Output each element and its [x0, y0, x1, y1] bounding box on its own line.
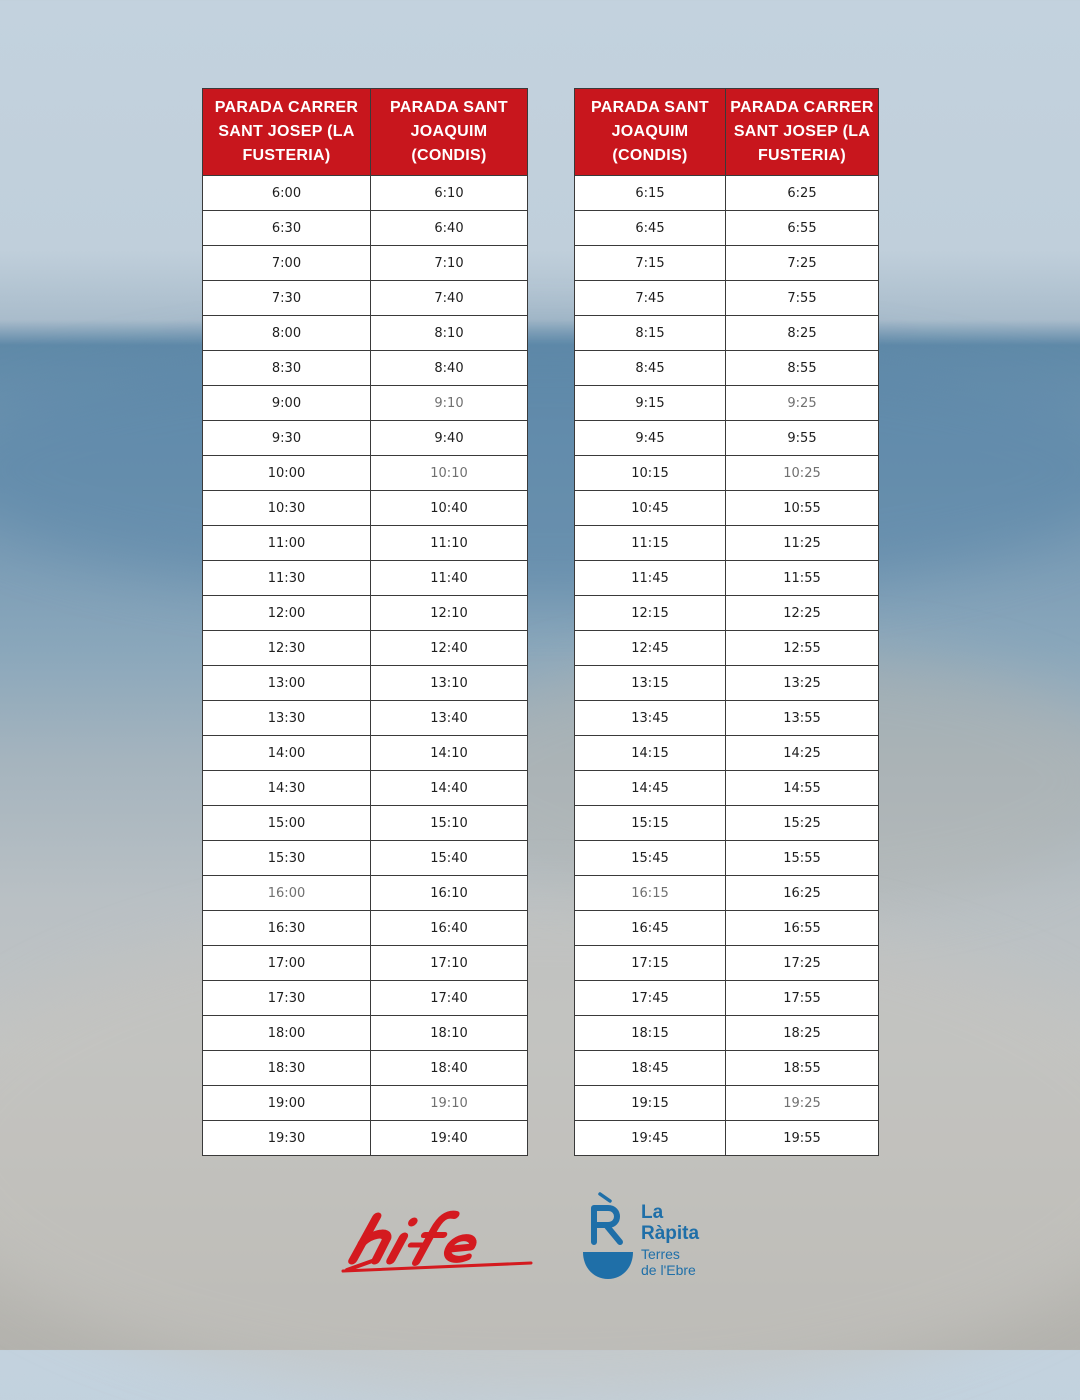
time-cell: 13:55	[726, 701, 879, 736]
time-cell: 12:55	[726, 631, 879, 666]
time-cell: 15:10	[371, 806, 528, 841]
table-row	[203, 491, 528, 526]
table-row	[203, 701, 528, 736]
time-cell: 17:10	[371, 946, 528, 981]
time-cell: 10:25	[726, 456, 879, 491]
time-cell: 15:45	[575, 841, 726, 876]
time-cell: 11:15	[575, 526, 726, 561]
table-row	[203, 421, 528, 456]
time-cell: 9:10	[371, 386, 528, 421]
time-cell: 18:10	[371, 1016, 528, 1051]
time-cell: 14:15	[575, 736, 726, 771]
time-cell: 11:30	[203, 561, 371, 596]
time-cell: 18:30	[203, 1051, 371, 1086]
table-row	[575, 666, 879, 701]
time-cell: 8:00	[203, 316, 371, 351]
time-cell: 17:25	[726, 946, 879, 981]
table-row	[203, 561, 528, 596]
time-cell: 16:55	[726, 911, 879, 946]
table-row	[575, 211, 879, 246]
table-row	[203, 631, 528, 666]
time-cell: 10:55	[726, 491, 879, 526]
time-cell: 10:00	[203, 456, 371, 491]
table-row	[203, 946, 528, 981]
time-cell: 8:40	[371, 351, 528, 386]
table-row	[203, 386, 528, 421]
time-cell: 13:45	[575, 701, 726, 736]
table-row	[575, 526, 879, 561]
time-cell: 17:40	[371, 981, 528, 1016]
time-cell: 6:00	[203, 176, 371, 211]
table-header-row	[575, 89, 879, 176]
table-row	[203, 771, 528, 806]
time-cell: 16:00	[203, 876, 371, 911]
rapita-logo-line4: de l'Ebre	[641, 1262, 696, 1278]
time-cell: 7:10	[371, 246, 528, 281]
time-cell: 19:45	[575, 1121, 726, 1156]
time-cell: 13:30	[203, 701, 371, 736]
time-cell: 17:30	[203, 981, 371, 1016]
time-cell: 16:30	[203, 911, 371, 946]
time-cell: 9:40	[371, 421, 528, 456]
time-cell: 14:00	[203, 736, 371, 771]
table-row	[575, 246, 879, 281]
hife-logo	[335, 1205, 535, 1285]
time-cell: 17:45	[575, 981, 726, 1016]
time-cell: 17:00	[203, 946, 371, 981]
time-cell: 6:55	[726, 211, 879, 246]
time-cell: 14:10	[371, 736, 528, 771]
table-row	[575, 176, 879, 211]
table-row	[575, 946, 879, 981]
time-cell: 12:00	[203, 596, 371, 631]
table-row	[203, 841, 528, 876]
table-row	[203, 1051, 528, 1086]
table-row	[203, 736, 528, 771]
time-cell: 14:25	[726, 736, 879, 771]
time-cell: 8:55	[726, 351, 879, 386]
time-cell: 14:30	[203, 771, 371, 806]
table-row	[575, 561, 879, 596]
time-cell: 12:10	[371, 596, 528, 631]
table-row	[203, 281, 528, 316]
time-cell: 12:45	[575, 631, 726, 666]
time-cell: 18:15	[575, 1016, 726, 1051]
time-cell: 18:55	[726, 1051, 879, 1086]
time-cell: 12:40	[371, 631, 528, 666]
time-cell: 7:25	[726, 246, 879, 281]
time-cell: 7:55	[726, 281, 879, 316]
time-cell: 16:40	[371, 911, 528, 946]
time-cell: 10:30	[203, 491, 371, 526]
time-cell: 12:15	[575, 596, 726, 631]
table-row	[575, 421, 879, 456]
time-cell: 16:10	[371, 876, 528, 911]
table-row	[203, 526, 528, 561]
time-cell: 8:45	[575, 351, 726, 386]
time-cell: 11:40	[371, 561, 528, 596]
time-cell: 6:30	[203, 211, 371, 246]
table-row	[575, 281, 879, 316]
time-cell: 9:30	[203, 421, 371, 456]
time-cell: 12:30	[203, 631, 371, 666]
time-cell: 19:15	[575, 1086, 726, 1121]
time-cell: 12:25	[726, 596, 879, 631]
time-cell: 17:15	[575, 946, 726, 981]
time-cell: 13:10	[371, 666, 528, 701]
time-cell: 13:25	[726, 666, 879, 701]
table-row	[203, 1086, 528, 1121]
time-cell: 19:30	[203, 1121, 371, 1156]
time-cell: 18:40	[371, 1051, 528, 1086]
time-cell: 6:45	[575, 211, 726, 246]
time-cell: 19:25	[726, 1086, 879, 1121]
time-cell: 18:25	[726, 1016, 879, 1051]
table-row	[203, 876, 528, 911]
time-cell: 9:25	[726, 386, 879, 421]
table-row	[203, 176, 528, 211]
time-cell: 10:15	[575, 456, 726, 491]
time-cell: 9:00	[203, 386, 371, 421]
table-row	[575, 806, 879, 841]
table-row	[203, 351, 528, 386]
la-rapita-logo	[580, 1192, 740, 1287]
time-cell: 10:45	[575, 491, 726, 526]
timetable-left	[202, 88, 528, 1156]
time-cell: 8:15	[575, 316, 726, 351]
time-cell: 14:40	[371, 771, 528, 806]
time-cell: 13:40	[371, 701, 528, 736]
table-row	[203, 911, 528, 946]
time-cell: 9:45	[575, 421, 726, 456]
column-header: PARADA CARRER SANT JOSEP (LA FUSTERIA)	[203, 89, 371, 176]
time-cell: 10:10	[371, 456, 528, 491]
rapita-logo-line1: La	[641, 1202, 664, 1223]
table-row	[575, 1121, 879, 1156]
table-row	[575, 491, 879, 526]
table-row	[575, 631, 879, 666]
time-cell: 14:45	[575, 771, 726, 806]
column-header: PARADA SANT JOAQUIM (CONDIS)	[575, 89, 726, 176]
table-row	[203, 1121, 528, 1156]
table-row	[203, 666, 528, 701]
time-cell: 9:55	[726, 421, 879, 456]
time-cell: 19:10	[371, 1086, 528, 1121]
time-cell: 13:00	[203, 666, 371, 701]
time-cell: 15:25	[726, 806, 879, 841]
time-cell: 7:00	[203, 246, 371, 281]
timetable-right	[574, 88, 879, 1156]
table-row	[575, 316, 879, 351]
time-cell: 14:55	[726, 771, 879, 806]
table-row	[575, 911, 879, 946]
column-header: PARADA CARRER SANT JOSEP (LA FUSTERIA)	[726, 89, 879, 176]
table-row	[575, 351, 879, 386]
time-cell: 16:15	[575, 876, 726, 911]
table-row	[203, 596, 528, 631]
time-cell: 7:40	[371, 281, 528, 316]
time-cell: 6:25	[726, 176, 879, 211]
table-row	[575, 456, 879, 491]
table-row	[575, 841, 879, 876]
table-row	[203, 1016, 528, 1051]
time-cell: 11:00	[203, 526, 371, 561]
table-row	[575, 701, 879, 736]
time-cell: 7:30	[203, 281, 371, 316]
time-cell: 9:15	[575, 386, 726, 421]
time-cell: 8:10	[371, 316, 528, 351]
time-cell: 17:55	[726, 981, 879, 1016]
table-header-row	[203, 89, 528, 176]
time-cell: 19:40	[371, 1121, 528, 1156]
time-cell: 6:10	[371, 176, 528, 211]
table-row	[575, 771, 879, 806]
time-cell: 15:40	[371, 841, 528, 876]
time-cell: 18:45	[575, 1051, 726, 1086]
rapita-logo-line3: Terres	[641, 1246, 680, 1262]
time-cell: 6:40	[371, 211, 528, 246]
table-row	[203, 806, 528, 841]
time-cell: 13:15	[575, 666, 726, 701]
background-sea-haze	[0, 340, 1080, 600]
time-cell: 16:25	[726, 876, 879, 911]
time-cell: 11:10	[371, 526, 528, 561]
time-cell: 7:45	[575, 281, 726, 316]
table-row	[575, 596, 879, 631]
table-row	[203, 316, 528, 351]
time-cell: 16:45	[575, 911, 726, 946]
time-cell: 8:30	[203, 351, 371, 386]
table-row	[575, 736, 879, 771]
table-row	[203, 246, 528, 281]
time-cell: 10:40	[371, 491, 528, 526]
table-row	[575, 386, 879, 421]
time-cell: 15:00	[203, 806, 371, 841]
background-city	[0, 900, 1080, 1400]
table-row	[203, 981, 528, 1016]
time-cell: 6:15	[575, 176, 726, 211]
rapita-logo-line2: Ràpita	[641, 1223, 700, 1244]
time-cell: 11:25	[726, 526, 879, 561]
column-header: PARADA SANT JOAQUIM (CONDIS)	[371, 89, 528, 176]
table-row	[203, 456, 528, 491]
time-cell: 19:00	[203, 1086, 371, 1121]
time-cell: 19:55	[726, 1121, 879, 1156]
table-row	[575, 1086, 879, 1121]
table-row	[575, 876, 879, 911]
table-row	[203, 211, 528, 246]
time-cell: 11:45	[575, 561, 726, 596]
time-cell: 18:00	[203, 1016, 371, 1051]
table-row	[575, 1016, 879, 1051]
time-cell: 15:15	[575, 806, 726, 841]
time-cell: 15:55	[726, 841, 879, 876]
time-cell: 15:30	[203, 841, 371, 876]
time-cell: 8:25	[726, 316, 879, 351]
table-row	[575, 1051, 879, 1086]
time-cell: 11:55	[726, 561, 879, 596]
time-cell: 7:15	[575, 246, 726, 281]
table-row	[575, 981, 879, 1016]
